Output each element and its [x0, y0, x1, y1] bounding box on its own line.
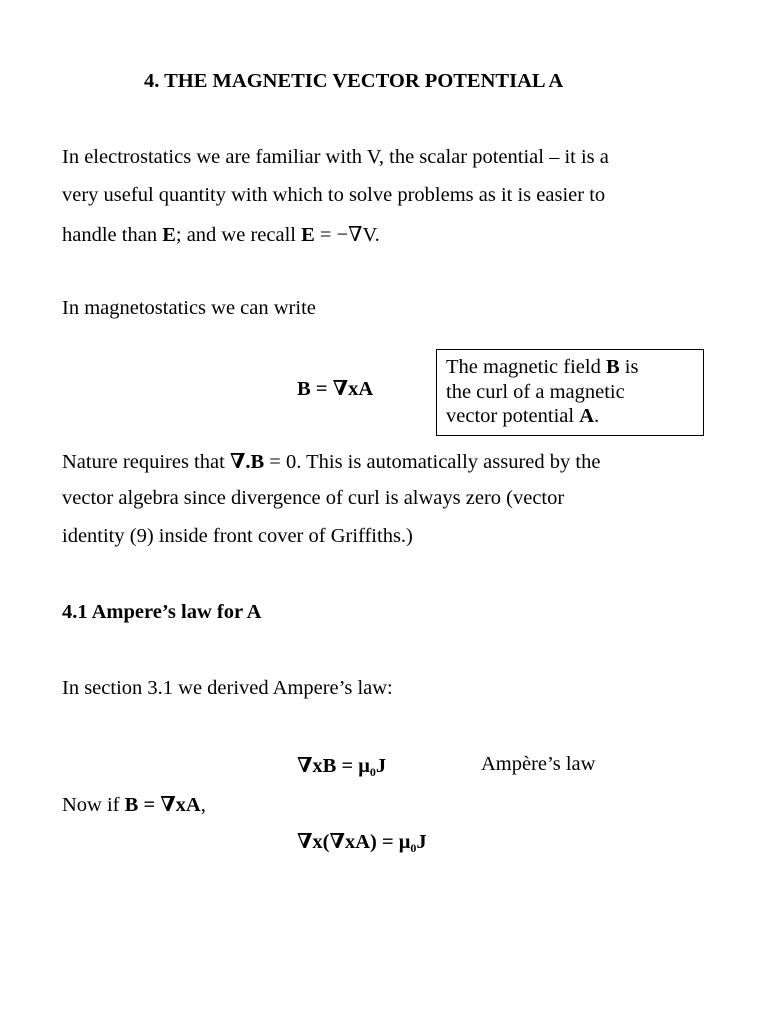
callout-line-2: the curl of a magnetic [446, 380, 625, 403]
text: The magnetic field [446, 356, 606, 378]
eq-subscript: 0 [410, 841, 417, 855]
eq-lhs: ∇xB = μ [297, 755, 370, 777]
text: vector potential [446, 405, 580, 427]
paragraph-2: In magnetostatics we can write [62, 297, 316, 319]
equation-e: E [301, 224, 315, 246]
eq-rhs: xA [348, 378, 374, 400]
equation-b-curl-a: B = ∇xA [124, 794, 201, 816]
callout-box [436, 349, 704, 436]
paragraph-4: In section 3.1 we derived Ampere’s law: [62, 677, 393, 699]
callout-line-1 [446, 355, 694, 380]
paragraph-1-line-1: In electrostatics we are familiar with V, the scalar potential – it is a [62, 146, 609, 168]
equation-div-b: ∇.B [229, 451, 265, 473]
paragraph-3-line-1 [62, 449, 600, 474]
text: . [594, 405, 600, 427]
equation-zero: = 0 [264, 451, 297, 473]
symbol-b: B [605, 356, 620, 378]
symbol-a: A [579, 405, 595, 427]
text: Nature requires that [62, 451, 230, 473]
paragraph-1-line-2: very useful quantity with which to solve problems as it is easier to [62, 184, 606, 206]
eq-rhs: J [416, 831, 427, 853]
eq-lhs: ∇x(∇xA) = μ [297, 831, 411, 853]
paragraph-3-line-3: identity (9) inside front cover of Griffiths.) [62, 525, 413, 547]
paragraph-5 [62, 792, 206, 817]
paragraph-3-line-2: vector algebra since divergence of curl is always zero (vector [62, 487, 565, 509]
callout-line-3 [446, 404, 694, 429]
text: Now if [62, 794, 125, 816]
equation-e-rest: = −∇V [314, 224, 375, 246]
symbol-e: E [162, 224, 176, 246]
section-heading: 4.1 Ampere’s law for A [62, 601, 262, 623]
text: is [619, 356, 639, 378]
eq-lhs: B [297, 378, 311, 400]
equation-curl-a [297, 376, 373, 401]
text: . This is automatically assured by the [296, 451, 601, 473]
text: , [200, 794, 206, 816]
eq-mid: = ∇ [310, 378, 349, 400]
paragraph-1-line-3 [62, 222, 380, 247]
equation-ampere [297, 753, 386, 778]
eq-rhs: J [375, 755, 387, 777]
text: handle than [62, 224, 163, 246]
text: ; and we recall [175, 224, 302, 246]
equation-curl-curl-a [297, 829, 427, 854]
eq-subscript: 0 [369, 765, 376, 779]
text: . [374, 224, 380, 246]
equation-label: Ampère’s law [481, 753, 596, 775]
page-title: 4. THE MAGNETIC VECTOR POTENTIAL A [144, 70, 564, 92]
